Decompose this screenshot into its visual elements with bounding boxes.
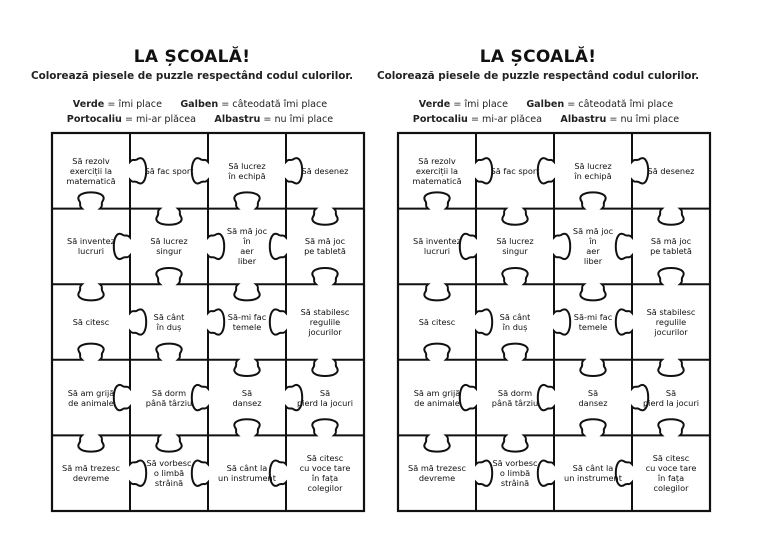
puzzle-piece[interactable]: Să dorm până târziu — [491, 387, 539, 408]
puzzle-piece[interactable]: Să-mi fac temele — [573, 311, 613, 332]
legend-meaning-green: = îmi place — [104, 99, 162, 110]
puzzle-grid — [396, 131, 712, 513]
puzzle-piece[interactable]: Să mă trezesc devreme — [62, 463, 120, 484]
puzzle-piece[interactable]: Să lucrez în echipă — [228, 160, 266, 181]
puzzle-piece[interactable]: Să cânt în duș — [499, 311, 531, 332]
puzzle-piece[interactable]: Să cânt la un instrument — [218, 463, 276, 484]
puzzle-piece[interactable]: Să vorbesc o limbă strâină — [492, 458, 538, 489]
legend-meaning-blue: = nu îmi place — [260, 114, 334, 125]
puzzle-piece[interactable]: Să rezolv exerciții la matematică — [66, 155, 116, 186]
page-title: LA ȘCOALĂ! — [133, 47, 251, 67]
legend-row-1 — [346, 99, 746, 110]
legend-color-orange: Portocaliu — [66, 114, 122, 125]
worksheet-right — [346, 0, 730, 543]
legend-meaning-yellow: = câteodată îmi place — [564, 99, 674, 110]
legend-color-green: Verde — [72, 99, 105, 110]
puzzle-piece[interactable]: Să inventez lucruri — [67, 236, 115, 257]
puzzle-piece[interactable]: Să fac sport — [490, 165, 540, 176]
puzzle-piece[interactable]: Să dansez — [232, 387, 262, 408]
puzzle-piece[interactable]: Să lucrez singur — [496, 236, 534, 257]
puzzle-piece[interactable]: Să inventez lucruri — [413, 236, 461, 257]
puzzle-piece[interactable]: Să citesc — [72, 316, 110, 327]
legend-meaning-orange: = mi-ar plăcea — [467, 114, 543, 125]
legend-meaning-orange: = mi-ar plăcea — [121, 114, 197, 125]
puzzle-piece[interactable]: Să citesc cu voce tare în fața colegilor — [645, 453, 697, 494]
puzzle-piece[interactable]: Să dansez — [578, 387, 608, 408]
puzzle-piece[interactable]: Să stabilesc regulile jocurilor — [300, 306, 350, 337]
instructions: Colorează piesele de puzzle respectând codul culorilor. — [30, 70, 354, 82]
puzzle-piece[interactable]: Să mă joc pe tabletă — [650, 236, 692, 257]
puzzle-grid — [50, 131, 366, 513]
puzzle-piece[interactable]: Să stabilesc regulile jocurilor — [646, 306, 696, 337]
legend-color-yellow: Galben — [180, 99, 219, 110]
legend-color-blue: Albastru — [214, 114, 261, 125]
puzzle-piece[interactable]: Să dorm până târziu — [145, 387, 193, 408]
puzzle-piece[interactable]: Să-mi fac temele — [227, 311, 267, 332]
legend-meaning-green: = îmi place — [450, 99, 508, 110]
puzzle-piece[interactable]: Să pierd la jocuri — [642, 387, 700, 408]
legend-meaning-blue: = nu îmi place — [606, 114, 680, 125]
puzzle-piece[interactable]: Să desenez — [647, 165, 695, 176]
puzzle-piece[interactable]: Să mă trezesc devreme — [408, 463, 466, 484]
puzzle-piece[interactable]: Să lucrez singur — [150, 236, 188, 257]
puzzle-piece[interactable]: Să cânt în duș — [153, 311, 185, 332]
puzzle-piece[interactable]: Să citesc cu voce tare în fața colegilor — [299, 453, 351, 494]
puzzle-piece[interactable]: Să am grijă de animale — [413, 387, 461, 408]
legend-color-orange: Portocaliu — [412, 114, 468, 125]
puzzle-piece[interactable]: Să desenez — [301, 165, 349, 176]
puzzle-piece[interactable]: Să mă joc pe tabletă — [304, 236, 346, 257]
puzzle-piece[interactable]: Să fac sport — [144, 165, 194, 176]
legend-color-yellow: Galben — [526, 99, 565, 110]
puzzle-piece[interactable]: Să am grijă de animale — [67, 387, 115, 408]
puzzle-piece[interactable]: Să pierd la jocuri — [296, 387, 354, 408]
puzzle-piece[interactable]: Să mă joc în aer liber — [572, 226, 614, 267]
legend-row-1 — [0, 99, 400, 110]
instructions: Colorează piesele de puzzle respectând codul culorilor. — [376, 70, 700, 82]
puzzle-piece[interactable]: Să lucrez în echipă — [574, 160, 612, 181]
legend-color-green: Verde — [418, 99, 451, 110]
legend-meaning-yellow: = câteodată îmi place — [218, 99, 328, 110]
legend-row-2 — [0, 114, 400, 125]
puzzle-piece[interactable]: Să vorbesc o limbă strâină — [146, 458, 192, 489]
page-title: LA ȘCOALĂ! — [479, 47, 597, 67]
puzzle-piece[interactable]: Să citesc — [418, 316, 456, 327]
puzzle-piece[interactable]: Să cânt la un instrument — [564, 463, 622, 484]
puzzle-piece[interactable]: Să mă joc în aer liber — [226, 226, 268, 267]
legend-row-2 — [346, 114, 746, 125]
puzzle-piece[interactable]: Să rezolv exerciții la matematică — [412, 155, 462, 186]
legend-color-blue: Albastru — [560, 114, 607, 125]
